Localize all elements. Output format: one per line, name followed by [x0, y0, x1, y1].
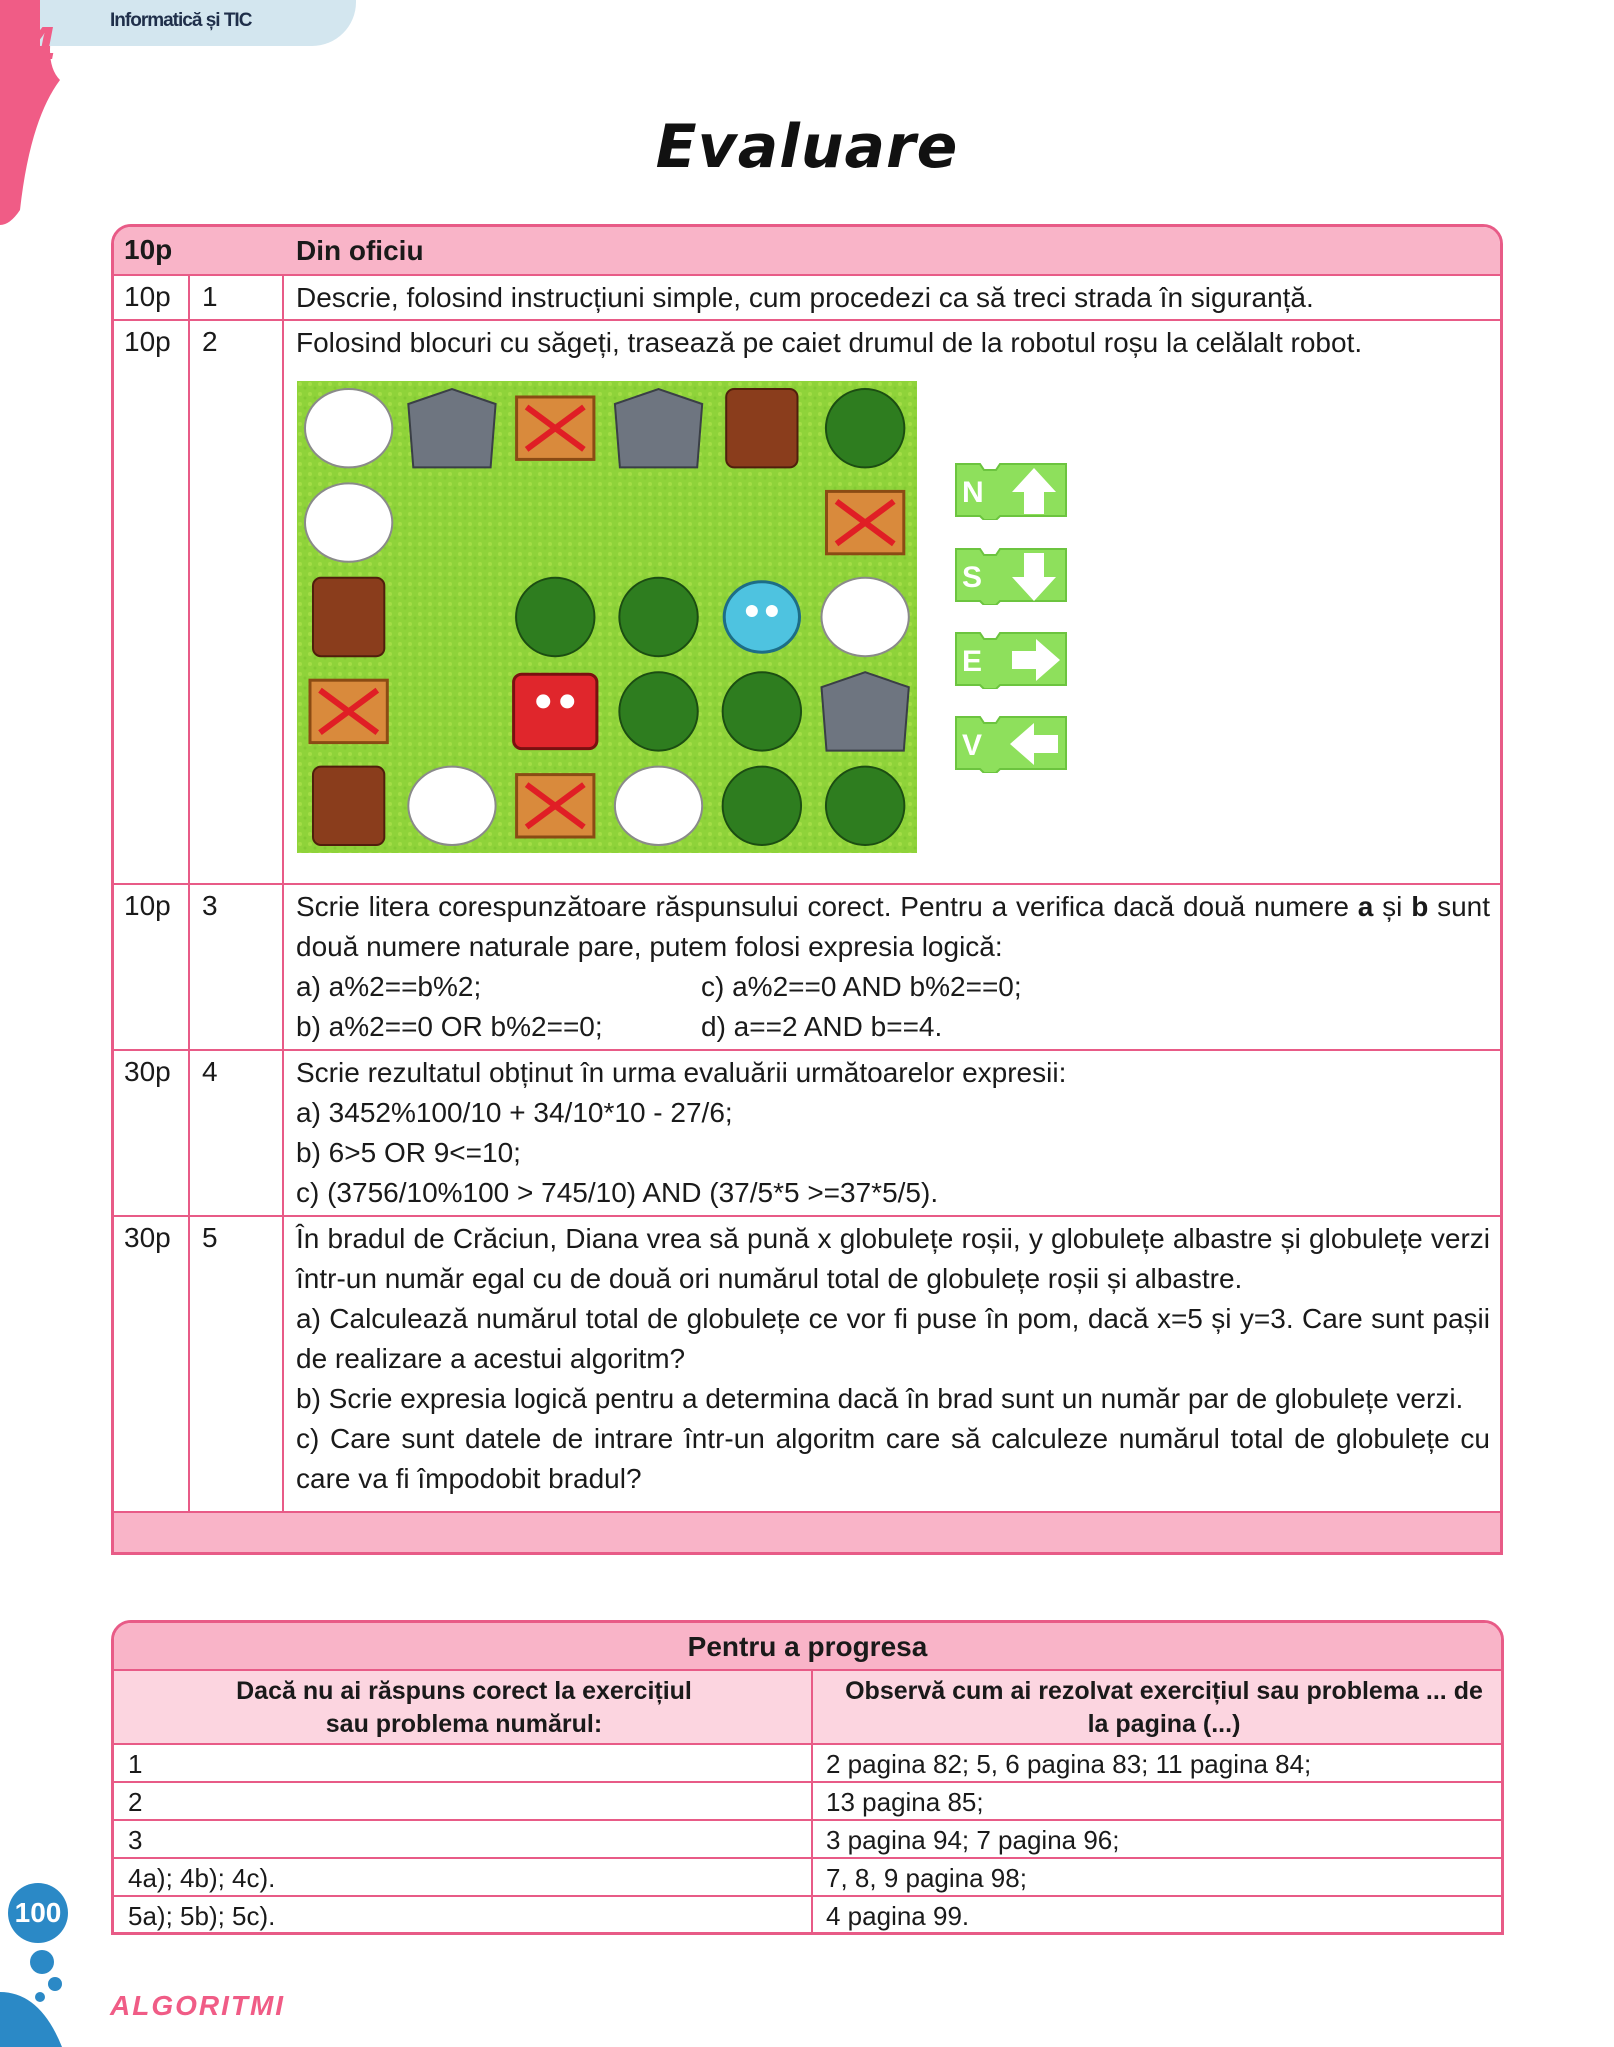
rock-tile	[305, 483, 392, 561]
stone-tile	[615, 389, 702, 467]
bush-tile	[826, 389, 904, 467]
bush-tile	[723, 767, 801, 845]
item-points: 10p	[124, 281, 171, 312]
item-points: 10p	[124, 326, 171, 357]
item-points: 30p	[124, 1222, 171, 1253]
expression-c: c) (3756/10%100 > 745/10) AND (37/5*5 >=37*5/5).	[296, 1177, 939, 1208]
block-letter: S	[962, 561, 983, 594]
table-row: 5a); 5b); 5c). 4 pagina 99.	[128, 1901, 970, 1931]
bush-tile	[826, 767, 904, 845]
rock-tile	[305, 389, 392, 467]
west-block	[952, 715, 1070, 773]
option-a: a) a%2==b%2;	[296, 971, 482, 1002]
table-row	[114, 321, 1500, 885]
page-title: Evaluare	[655, 112, 959, 182]
item-points: 30p	[124, 1056, 171, 1087]
rock-tile	[822, 578, 909, 656]
table-header-row	[114, 227, 1500, 276]
option-c: c) a%2==0 AND b%2==0;	[701, 971, 1022, 1002]
stone-tile	[822, 672, 909, 750]
footer-dots-decoration	[0, 1940, 80, 2047]
bush-tile	[723, 672, 801, 750]
table-row	[114, 276, 1500, 321]
expression-a: a) 3452%100/10 + 34/10*10 - 27/6;	[296, 1097, 733, 1128]
header-points: 10p	[124, 234, 173, 265]
table-footer-row	[114, 1513, 1500, 1555]
option-b: b) a%2==0 OR b%2==0;	[296, 1011, 603, 1042]
header-text: Din oficiu	[296, 235, 424, 266]
blue-robot	[724, 582, 799, 652]
col1-header: Dacă nu ai răspuns corect la exercițiul sau problema numărul:	[236, 1677, 692, 1738]
item-text: În bradul de Crăciun, Diana vrea să pună x globulețe roșii, y globulețe albastre și globulețe verzi într-un număr egal cu de două ori numărul total de globulețe roșii și albastre. a) Calculează numărul total de globulețe ce vor fi puse în pom, dacă x=5 și y=3. Care sunt pașii de realizare a acestui algoritm? b) Scrie expresia logică pentru a determina dacă în brad sunt un număr par de globulețe verzi. c) Care sunt datele de intrare într-un algoritm care să calculeze numărul total de globulețe cu care va fi împodobit bradul?	[296, 1223, 1490, 1494]
item-text: Descrie, folosind instrucțiuni simple, cum procedezi ca să treci strada în siguranță.	[296, 282, 1314, 313]
table-row: 4a); 4b); 4c). 7, 8, 9 pagina 98;	[114, 1859, 1501, 1897]
east-block	[952, 631, 1070, 689]
col2-header: Observă cum ai rezolvat exercițiul sau problema ... de la pagina (...)	[845, 1677, 1483, 1738]
item-number: 1	[202, 281, 218, 312]
south-block	[952, 547, 1070, 605]
progress-title-row	[114, 1623, 1501, 1671]
bush-tile	[619, 578, 697, 656]
stump-tile	[313, 767, 384, 845]
progress-title: Pentru a progresa	[687, 1631, 928, 1662]
item-number: 5	[202, 1222, 218, 1253]
north-block	[952, 462, 1070, 520]
bush-tile	[619, 672, 697, 750]
stone-tile	[408, 389, 495, 467]
item-number: 4	[202, 1056, 218, 1087]
item-text: Scrie rezultatul obținut în urma evaluării următoarelor expresii:	[296, 1057, 1067, 1088]
progress-header-row	[114, 1671, 1501, 1745]
evaluation-table	[111, 224, 1503, 1555]
bush-tile	[516, 578, 594, 656]
item-text: Scrie litera corespunzătoare răspunsului corect. Pentru a verifica dacă două numere a și b sunt două numere naturale pare, putem folosi expresia logică:	[296, 891, 1491, 962]
red-robot	[514, 674, 597, 748]
table-row: 1 2 pagina 82; 5, 6 pagina 83; 11 pagina 84;	[114, 1745, 1501, 1783]
item-number: 2	[202, 326, 218, 357]
stump-tile	[726, 389, 797, 467]
option-d: d) a==2 AND b==4.	[701, 1011, 943, 1042]
table-row: 2 13 pagina 85;	[114, 1783, 1501, 1821]
block-letter: E	[962, 645, 983, 678]
subject-label: Informatică și TIC	[110, 10, 252, 31]
table-row	[114, 885, 1500, 1051]
rock-tile	[408, 767, 495, 845]
robot-maze-image	[297, 381, 917, 853]
item-number: 3	[202, 890, 218, 921]
table-row: 3 3 pagina 94; 7 pagina 96;	[114, 1821, 1501, 1859]
table-row	[114, 1217, 1500, 1513]
section-label: ALGORITMI	[110, 1990, 286, 2021]
chapter-number: 4	[22, 15, 55, 80]
progress-table	[111, 1620, 1504, 1935]
block-letter: N	[962, 476, 984, 509]
item-points: 10p	[124, 890, 171, 921]
page-number: 100	[8, 1883, 68, 1943]
expression-b: b) 6>5 OR 9<=10;	[296, 1137, 521, 1168]
item-text: Folosind blocuri cu săgeți, trasează pe caiet drumul de la robotul roșu la celălalt robot.	[296, 327, 1363, 358]
table-row	[114, 1051, 1500, 1217]
stump-tile	[313, 578, 384, 656]
rock-tile	[615, 767, 702, 845]
block-letter: V	[962, 729, 983, 762]
